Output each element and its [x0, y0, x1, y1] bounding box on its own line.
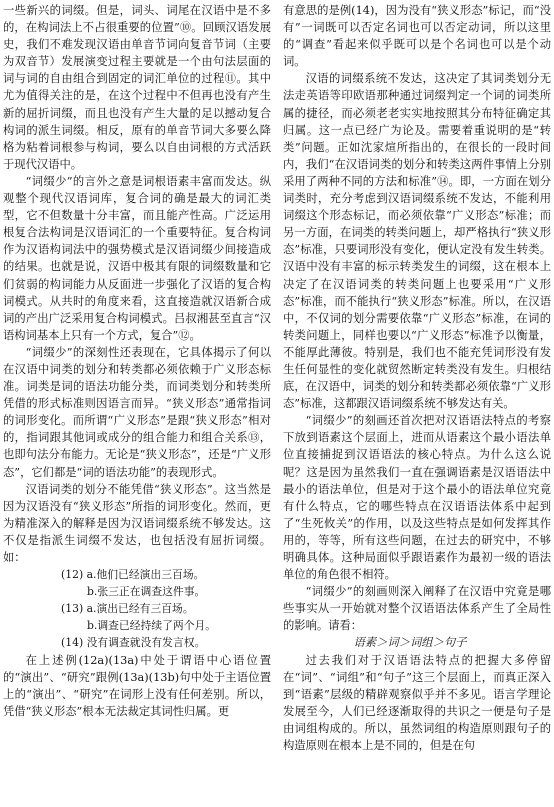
body-paragraph: “词缀少”的深刻性还表现在，它具体揭示了何以在汉语中词类的划分和转类都必须依赖于广义形态标准。词类是词的语法功能分类，而词类划分和转类所凭借的形式标准则因语言而异。“狭义形态”通常指词的词形变化。而所谓“广义形态”是跟“狭义形态”相对的，指词跟其他词或成分的组合能力和组合关系⑬，也即句法分布能力。无论是“狭义形态”，还是“广义形态”，它们都是“词的语法功能”的表现形式。: [3, 345, 271, 479]
hierarchy-formula: 语素＞词＞词组＞句子: [353, 636, 467, 650]
body-paragraph: 汉语的词缀系统不发达，这决定了其词类划分无法走英语等印欧语那种通过词缀判定一个词的词类所属的捷径，而必须老老实实地按照其分布特征确定其归属。这一点已经广为论及。需要着重说明的是“转类”问题。正如沈家煊所指出的，在很长的一段时间内，我们“在汉语词类的划分和转类这两件事情上分别采用了两种不同的方法和标准”⑭。即，一方面在划分词类时，充分考虑到汉语词缀系统不发达，不能利用词缀这个形态标记，而必须依靠“广义形态”标准；而另一方面，在词类的转类问题上，却严格执行“狭义形态”标准，只要词形没有变化，便认定没有发生转类。汉语中没有丰富的标示转类发生的词缀，这在根本上决定了在汉语词类的转类问题上也要采用“广义形态”标准，而不能执行“狭义形态”标准。所以，在汉语中，不仅词的划分需要依靠“广义形态”标准，在词的转类问题上，同样也要以“广义形态”标准予以衡量，不能厚此薄彼。特别是，我们也不能充凭词形没有发生任何显性的变化就贸然断定转类没有发生。归根结底，在汉语中，词类的划分和转类都必须依靠“广义形态”标准，这都跟汉语词缀系统不够发达有关。: [283, 72, 551, 411]
body-paragraph: “词缀少”的刻画则深入阐释了在汉语中究竟是哪些事实从一开始就对整个汉语语法体系产生了全局性的影响。请看：: [283, 585, 551, 633]
body-paragraph: 有意思的是例(14)，因为没有“狭义形态”标记，而“没有”一词既可以否定名词也可以否定动词，所以这里的“调查”看起来似乎既可以是个名词也可以是个动词。: [283, 4, 551, 69]
body-paragraph: 一些新兴的词缀。但是，词头、词尾在汉语中是不多的，在构词法上不占很重要的位置”⑩。回顾汉语发展史，我们不难发现汉语由单音节词向复音节词（主要为双音节）发展演变过程主要就是一个由句法层面的词与词的自由组合到固定的词汇单位的过程⑪。其中尤为值得关注的是，在这个过程中不但再也没有产生新的屈折词缀，而且也没有产生大量的足以撼动复合构词的派生词缀。相反，原有的单音节词大多要么降格为粘着词根参与构词，要么以自由词根的方式活跃于现代汉语中。: [3, 4, 271, 171]
example-sentence: b.调查已经持续了两个月。: [87, 619, 217, 633]
body-paragraph: 过去我们对于汉语语法特点的把握大多停留在“词”、“词组”和“句子”这三个层面上，而真正深入到“语素”层级的精辟观察似乎并不多见。语言学理论发展至今，人们已经逐渐取得的共识之一便是句子是由词组构成的。所以，虽然词组的构造原则跟句子的构造原则在根本上是不同的，但是在句: [283, 653, 551, 753]
example-sentence: (13) a.演出已经有三百场。: [61, 602, 194, 616]
example-sentence: b.张三正在调查这件事。: [87, 585, 206, 599]
right-column: [283, 2, 551, 754]
example-sentence: (14) 没有调查就没有发言权。: [61, 636, 206, 650]
example-sentence: (12) a.他们已经演出三百场。: [61, 568, 205, 582]
left-column: [3, 2, 271, 720]
body-paragraph: 汉语词类的划分不能凭借“狭义形态”。这当然是因为汉语没有“狭义形态”所指的词形变化。然而，更为精准深入的解释是因为汉语词缀系统不够发达。这不仅是指派生词缀不发达，也包括没有屈折词缀。如：: [3, 482, 271, 564]
body-paragraph: “词缀少”的刻画还首次把对汉语语法特点的考察下放到语素这个层面上，进而从语素这个最小语法单位直接捕捉到汉语语法的核心特点。为什么这么说呢？这是因为虽然我们一直在强调语素是汉语语法中最小的语法单位，但是对于这个最小的语法单位究竟有什么特点，它的哪些特点在汉语语法体系中起到了“生死攸关”的作用，以及这些特点是如何发挥其作用的，等等，所有这些问题，在过去的研究中，不够明确具体。这种局面似乎跟语素作为最初一级的语法单位的角色很不相符。: [283, 414, 551, 582]
body-paragraph: “词缀少”的言外之意是词根语素丰富而发达。纵观整个现代汉语词库，复合词的确是最大的词汇类型，它不但数量十分丰富，而且能产性高。广泛运用根复合法构词是汉语词汇的一个重要特征。复合构词作为汉语构词法中的强势模式是汉语词缀少间接造成的结果。也就是说，汉语中极其有限的词缀数量和它们贫弱的构词能力从反面进一步强化了汉语的复合构词模式。从共时的角度来看，这直接造就汉语新合成词的产出广泛采用复合构词模式。吕叔湘甚至直言“汉语构词基本上只有一个方式，复合”⑫。: [3, 174, 271, 342]
body-paragraph: 在上述例(12a)(13a)中处于谓语中心语位置的“演出”、“研究”跟例(13a)(13b)句中处于主语位置上的“演出”、“研究”在词形上没有任何差别。所以，凭借“狭义形态”根本无法裁定其词性归属。更: [3, 653, 271, 718]
